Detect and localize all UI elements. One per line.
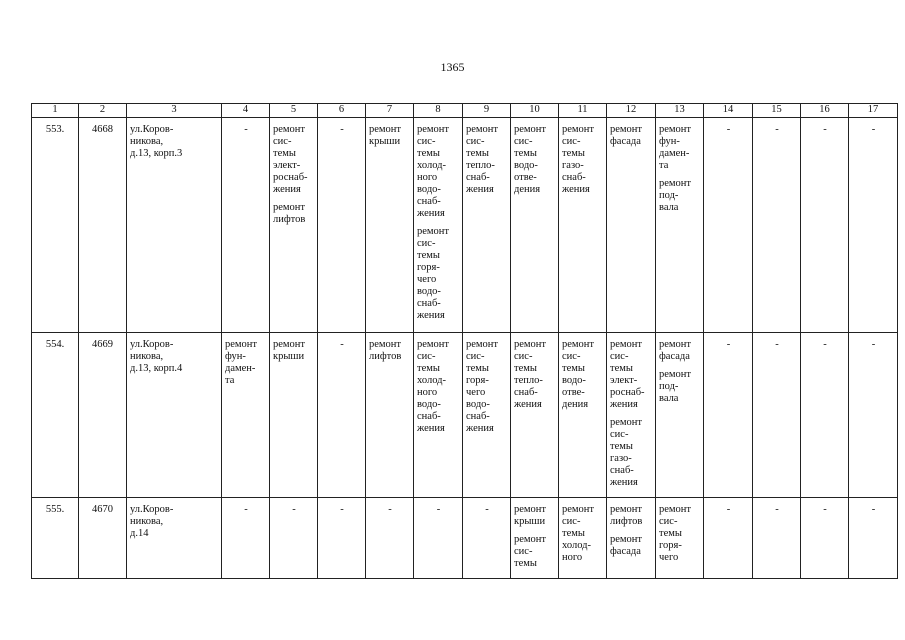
work-cell-col-11: [559, 333, 607, 498]
empty-mark: -: [823, 339, 827, 350]
work-cell-col-6: [318, 333, 366, 498]
work-item: ремонт сис- темы тепло- снаб- жения: [514, 339, 547, 410]
table-row: [32, 333, 898, 498]
column-header: 17: [849, 104, 898, 118]
work-cell-col-9: [463, 118, 511, 333]
empty-mark: -: [292, 504, 296, 515]
work-cell-col-10: [511, 498, 559, 579]
house-code: [79, 333, 127, 498]
work-cell-col-16: [801, 118, 849, 333]
empty-mark: -: [340, 339, 344, 350]
work-item: ремонт лифтов: [369, 339, 402, 362]
empty-mark: -: [775, 504, 779, 515]
address-cell: [127, 333, 222, 498]
work-cell-col-16: [801, 498, 849, 579]
house-code-text: 4668: [92, 124, 113, 135]
row-number: [32, 498, 79, 579]
empty-mark: -: [340, 504, 344, 515]
work-item: ремонт сис- темы элект- роснаб- жения: [273, 124, 308, 195]
empty-mark: -: [726, 339, 731, 350]
row-number: [32, 333, 79, 498]
work-cell-col-14: [704, 333, 753, 498]
work-cell-col-17: [849, 498, 898, 579]
address-cell: [127, 118, 222, 333]
empty-mark: -: [436, 504, 441, 515]
house-code-text: 4670: [92, 504, 113, 515]
column-number-row: [32, 104, 898, 118]
work-item: ремонт сис- темы газо- снаб- жения: [562, 124, 595, 195]
empty-mark: -: [726, 504, 731, 515]
table-body: [32, 118, 898, 579]
house-code: [79, 498, 127, 579]
work-item: ремонт сис- темы горя- чего: [659, 504, 692, 563]
work-cell-col-14: [704, 118, 753, 333]
work-item: ремонт лифтов: [273, 202, 306, 225]
work-cell-col-4: [222, 118, 270, 333]
row-number-text: 554.: [45, 339, 65, 350]
work-cell-col-15: [753, 333, 801, 498]
column-header: 4: [222, 104, 270, 118]
work-cell-col-5: [270, 498, 318, 579]
column-header: 2: [79, 104, 127, 118]
work-cell-col-7: [366, 498, 414, 579]
work-item: ремонт фасада: [610, 534, 643, 557]
address-cell-text: ул.Коров- никова, д.13, корп.4: [130, 339, 183, 374]
column-header: 15: [753, 104, 801, 118]
work-item: ремонт сис- темы: [514, 534, 547, 569]
empty-mark: -: [340, 124, 344, 135]
work-cell-col-10: [511, 118, 559, 333]
column-header: 14: [704, 104, 753, 118]
address-cell-text: ул.Коров- никова, д.13, корп.3: [130, 124, 183, 159]
repair-schedule-table: [31, 103, 898, 579]
work-cell-col-5: [270, 118, 318, 333]
work-cell-col-6: [318, 118, 366, 333]
work-cell-col-4: [222, 333, 270, 498]
empty-mark: -: [485, 504, 489, 515]
column-header: 12: [607, 104, 656, 118]
column-header: 10: [511, 104, 559, 118]
work-cell-col-15: [753, 498, 801, 579]
work-cell-col-15: [753, 118, 801, 333]
work-cell-col-17: [849, 333, 898, 498]
empty-mark: -: [823, 504, 827, 515]
column-header: 3: [127, 104, 222, 118]
work-item: ремонт сис- темы элект- роснаб- жения: [610, 339, 645, 410]
work-item: ремонт крыши: [369, 124, 402, 147]
work-item: ремонт крыши: [273, 339, 306, 362]
row-number-text: 553.: [45, 124, 65, 135]
empty-mark: -: [775, 339, 779, 350]
work-item: ремонт сис- темы тепло- снаб- жения: [466, 124, 499, 195]
column-header: 9: [463, 104, 511, 118]
empty-mark: -: [871, 124, 876, 135]
empty-mark: -: [244, 504, 248, 515]
work-cell-col-4: [222, 498, 270, 579]
work-cell-col-5: [270, 333, 318, 498]
work-item: ремонт сис- темы горя- чего водо- снаб- жения: [466, 339, 499, 434]
work-cell-col-13: [656, 498, 704, 579]
work-cell-col-9: [463, 498, 511, 579]
column-header: 6: [318, 104, 366, 118]
empty-mark: -: [388, 504, 392, 515]
column-header: 1: [32, 104, 79, 118]
table-row: [32, 498, 898, 579]
row-number-text: 555.: [45, 504, 65, 515]
work-item: ремонт сис- темы холод- ного водо- снаб- жения: [417, 124, 450, 219]
page-number: 1365: [440, 60, 465, 74]
work-cell-col-7: [366, 118, 414, 333]
work-item: ремонт крыши: [514, 504, 547, 527]
column-header: 13: [656, 104, 704, 118]
work-item: ремонт под- вала: [659, 369, 692, 404]
work-item: ремонт фун- дамен- та: [659, 124, 692, 171]
work-cell-col-8: [414, 333, 463, 498]
house-code-text: 4669: [92, 339, 113, 350]
work-item: ремонт сис- темы водо- отве- дения: [514, 124, 547, 195]
work-item: ремонт сис- темы газо- снаб- жения: [610, 417, 643, 488]
work-cell-col-11: [559, 118, 607, 333]
table-row: [32, 118, 898, 333]
work-item: ремонт лифтов: [610, 504, 643, 527]
work-item: ремонт фасада: [610, 124, 643, 147]
empty-mark: -: [726, 124, 731, 135]
address-cell: [127, 498, 222, 579]
column-header: 5: [270, 104, 318, 118]
work-cell-col-11: [559, 498, 607, 579]
work-item: ремонт сис- темы холод- ного: [562, 504, 595, 563]
column-header: 8: [414, 104, 463, 118]
work-cell-col-17: [849, 118, 898, 333]
work-cell-col-7: [366, 333, 414, 498]
house-code: [79, 118, 127, 333]
empty-mark: -: [823, 124, 827, 135]
work-cell-col-9: [463, 333, 511, 498]
work-cell-col-12: [607, 333, 656, 498]
work-cell-col-12: [607, 498, 656, 579]
work-cell-col-16: [801, 333, 849, 498]
work-cell-col-10: [511, 333, 559, 498]
work-item: ремонт фун- дамен- та: [225, 339, 258, 386]
work-cell-col-8: [414, 118, 463, 333]
work-item: ремонт фасада: [659, 339, 692, 362]
row-number: [32, 118, 79, 333]
empty-mark: -: [775, 124, 779, 135]
work-cell-col-13: [656, 333, 704, 498]
work-item: ремонт сис- темы водо- отве- дения: [562, 339, 595, 410]
work-item: ремонт сис- темы горя- чего водо- снаб- жения: [417, 226, 450, 321]
empty-mark: -: [244, 124, 248, 135]
work-item: ремонт сис- темы холод- ного водо- снаб- жения: [417, 339, 450, 434]
work-cell-col-6: [318, 498, 366, 579]
column-header: 11: [559, 104, 607, 118]
work-cell-col-8: [414, 498, 463, 579]
empty-mark: -: [871, 504, 876, 515]
column-header: 7: [366, 104, 414, 118]
empty-mark: -: [871, 339, 876, 350]
work-cell-col-12: [607, 118, 656, 333]
address-cell-text: ул.Коров- никова, д.14: [130, 504, 174, 539]
work-cell-col-13: [656, 118, 704, 333]
work-cell-col-14: [704, 498, 753, 579]
work-item: ремонт под- вала: [659, 178, 692, 213]
column-header: 16: [801, 104, 849, 118]
